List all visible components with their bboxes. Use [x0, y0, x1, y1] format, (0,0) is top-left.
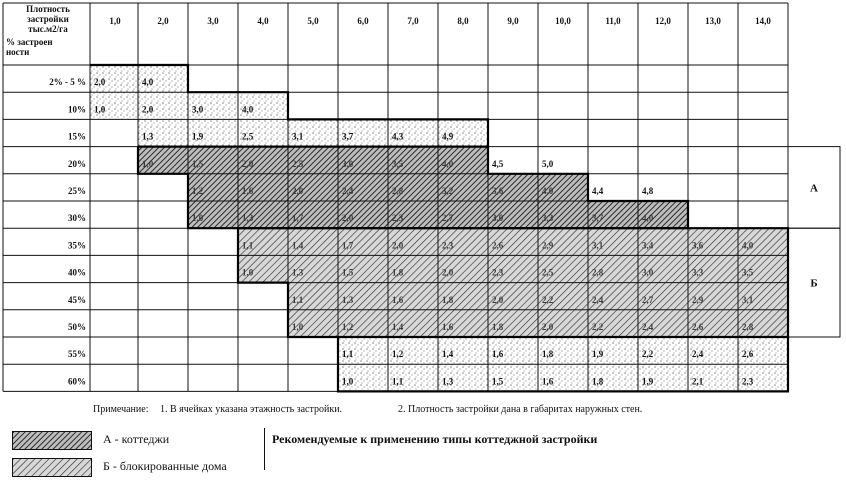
cell-value: 1,5: [192, 158, 204, 169]
cell-value: 3,0: [492, 213, 504, 224]
legend-swatch-b: [12, 458, 92, 477]
cell-value: 1,0: [142, 158, 154, 169]
cell-value: 1,8: [542, 349, 554, 360]
density-column-header: 10,0: [555, 16, 571, 26]
density-column-header: 12,0: [655, 16, 671, 26]
cell-value: 1,0: [192, 213, 204, 224]
cell-value: 2,8: [392, 186, 404, 196]
density-column-header: 5,0: [307, 16, 319, 26]
cell-value: 3,0: [342, 158, 354, 169]
cell-value: 4,8: [642, 186, 654, 196]
row-label: 60%: [68, 376, 86, 387]
row-label: 35%: [68, 240, 86, 251]
cell-value: 3,3: [542, 213, 554, 224]
corner-label-line: тыс.м2/га: [28, 24, 68, 34]
density-column-header: 13,0: [705, 16, 721, 26]
cell-value: 4,0: [742, 240, 754, 251]
cell-value: 1,2: [342, 322, 354, 332]
cell-value: 2,0: [442, 267, 454, 278]
cell-value: 2,4: [342, 186, 354, 196]
cell-value: 4,5: [492, 158, 504, 169]
cell-value: 1,0: [94, 104, 106, 115]
cell-value: 2,2: [542, 294, 554, 305]
cell-value: 2,3: [742, 376, 754, 387]
cell-value: 1,0: [242, 267, 254, 278]
cell-value: 1,0: [292, 322, 304, 332]
note-2: 2. Плотность застройки дана в габаритах наружных стен.: [398, 404, 643, 415]
cell-value: 1,3: [342, 294, 354, 305]
cell-value: 1,3: [292, 267, 304, 278]
cell-value: 2,0: [292, 186, 304, 196]
cell-value: 2,0: [242, 158, 254, 169]
cell-value: 2,2: [592, 322, 604, 332]
cell-value: 1,4: [442, 349, 454, 360]
cell-value: 1,6: [392, 294, 404, 305]
cell-value: 1,8: [392, 267, 404, 278]
density-column-header: 8,0: [457, 16, 469, 26]
cell-value: 1,3: [442, 376, 454, 387]
cell-value: 1,8: [442, 294, 454, 305]
row-label: 2% - 5 %: [49, 77, 86, 88]
cell-value: 3,6: [692, 240, 704, 251]
legend-divider: [264, 428, 265, 470]
cell-value: 3,5: [742, 267, 754, 278]
cell-value: 2,0: [492, 294, 504, 305]
density-column-header: 1,0: [109, 16, 121, 26]
cell-value: 2,0: [142, 104, 154, 115]
density-column-header: 6,0: [357, 16, 369, 26]
cell-value: 3,0: [642, 267, 654, 278]
cell-value: 3,1: [592, 240, 604, 251]
density-column-header: 14,0: [755, 16, 771, 26]
cell-value: 1,9: [642, 376, 654, 387]
cell-value: 1,7: [292, 213, 304, 224]
cell-value: 2,2: [642, 349, 654, 360]
zone-b-label: Б: [810, 277, 818, 290]
cell-value: 1,8: [592, 376, 604, 387]
cell-value: 1,3: [242, 213, 254, 224]
cell-value: 2,6: [692, 322, 704, 332]
cell-value: 1,2: [192, 186, 204, 196]
density-column-header: 2,0: [157, 16, 169, 26]
cell-value: 3,7: [342, 131, 354, 142]
cell-value: 1,1: [292, 294, 304, 305]
cell-value: 4,3: [392, 131, 404, 142]
cell-value: 2,7: [442, 213, 454, 224]
cell-value: 4,4: [592, 186, 604, 196]
row-label: 50%: [68, 322, 86, 332]
cell-value: 1,1: [392, 376, 404, 387]
cell-value: 2,4: [692, 349, 704, 360]
density-column-header: 9,0: [507, 16, 519, 26]
cell-value: 2,9: [542, 240, 554, 251]
cell-value: 2,0: [342, 213, 354, 224]
cell-value: 1,2: [392, 349, 404, 360]
cell-value: 4,0: [542, 186, 554, 196]
cell-value: 3,5: [392, 158, 404, 169]
density-column-header: 7,0: [407, 16, 419, 26]
cell-value: 3,0: [192, 104, 204, 115]
cell-value: 4,0: [142, 77, 154, 88]
legend-swatch-a: [12, 431, 92, 450]
row-label: 25%: [68, 186, 86, 196]
legend-b-label: Б - блокированные дома: [103, 459, 227, 473]
cell-value: 1,1: [342, 349, 354, 360]
corner-label-line: ности: [6, 47, 30, 57]
cell-value: 1,9: [592, 349, 604, 360]
cell-value: 1,5: [492, 376, 504, 387]
row-label: 10%: [68, 104, 86, 115]
cell-value: 4,9: [442, 131, 454, 142]
density-column-header: 3,0: [207, 16, 219, 26]
row-label: 40%: [68, 267, 86, 278]
cell-value: 2,6: [492, 240, 504, 251]
row-label: 20%: [68, 158, 86, 169]
cell-value: 2,8: [592, 267, 604, 278]
cell-value: 4,0: [442, 158, 454, 169]
row-label: 45%: [68, 294, 86, 305]
cell-value: 2,9: [692, 294, 704, 305]
cell-value: 1,4: [392, 322, 404, 332]
cell-value: 1,5: [342, 267, 354, 278]
cell-value: 2,4: [592, 294, 604, 305]
cell-value: 2,5: [542, 267, 554, 278]
legend-caption: Рекомендуемые к применению типы коттеджной застройки: [272, 432, 598, 446]
cell-value: 4,0: [642, 213, 654, 224]
cell-value: 1,6: [442, 322, 454, 332]
cell-value: 2,6: [742, 349, 754, 360]
corner-label-line: Плотность: [26, 4, 70, 14]
cell-value: 3,2: [442, 186, 454, 196]
zone-a-label: А: [810, 182, 818, 195]
row-label: 55%: [68, 349, 86, 360]
corner-label-line: застройки: [27, 14, 69, 24]
row-label: 15%: [68, 131, 86, 142]
cell-value: 3,1: [742, 294, 754, 305]
density-column-header: 4,0: [257, 16, 269, 26]
legend-a-label: А - коттеджи: [103, 432, 170, 446]
cell-value: 1,0: [342, 376, 354, 387]
cell-value: 2,4: [642, 322, 654, 332]
cell-value: 2,1: [692, 376, 704, 387]
row-label: 30%: [68, 213, 86, 224]
cell-value: 3,3: [692, 267, 704, 278]
note-1: 1. В ячейках указана этажность застройки.: [160, 404, 343, 415]
note-title: Примечание:: [93, 404, 149, 415]
cell-value: 1,4: [292, 240, 304, 251]
cell-value: 2,3: [492, 267, 504, 278]
cell-value: 2,0: [542, 322, 554, 332]
cell-value: 3,6: [492, 186, 504, 196]
cell-value: 1,7: [342, 240, 354, 251]
cell-value: 1,6: [242, 186, 254, 196]
cell-value: 2,3: [442, 240, 454, 251]
cell-value: 4,0: [242, 104, 254, 115]
cell-value: 2,5: [292, 158, 304, 169]
cell-value: 2,7: [642, 294, 654, 305]
cell-value: 1,6: [542, 376, 554, 387]
cell-value: 2,0: [94, 77, 106, 88]
cell-value: 1,9: [192, 131, 204, 142]
cell-value: 1,1: [242, 240, 254, 251]
cell-value: 3,7: [592, 213, 604, 224]
cell-value: 3,1: [292, 131, 304, 142]
cell-value: 2,3: [392, 213, 404, 224]
corner-label-line: % застроен: [6, 37, 53, 47]
cell-value: 3,4: [642, 240, 654, 251]
cell-value: 2,8: [742, 322, 754, 332]
cell-value: 2,5: [242, 131, 254, 142]
cell-value: 1,8: [492, 322, 504, 332]
cell-value: 1,3: [142, 131, 154, 142]
cell-value: 2,0: [392, 240, 404, 251]
cell-value: 1,6: [492, 349, 504, 360]
cell-value: 5,0: [542, 158, 554, 169]
density-column-header: 11,0: [605, 16, 621, 26]
